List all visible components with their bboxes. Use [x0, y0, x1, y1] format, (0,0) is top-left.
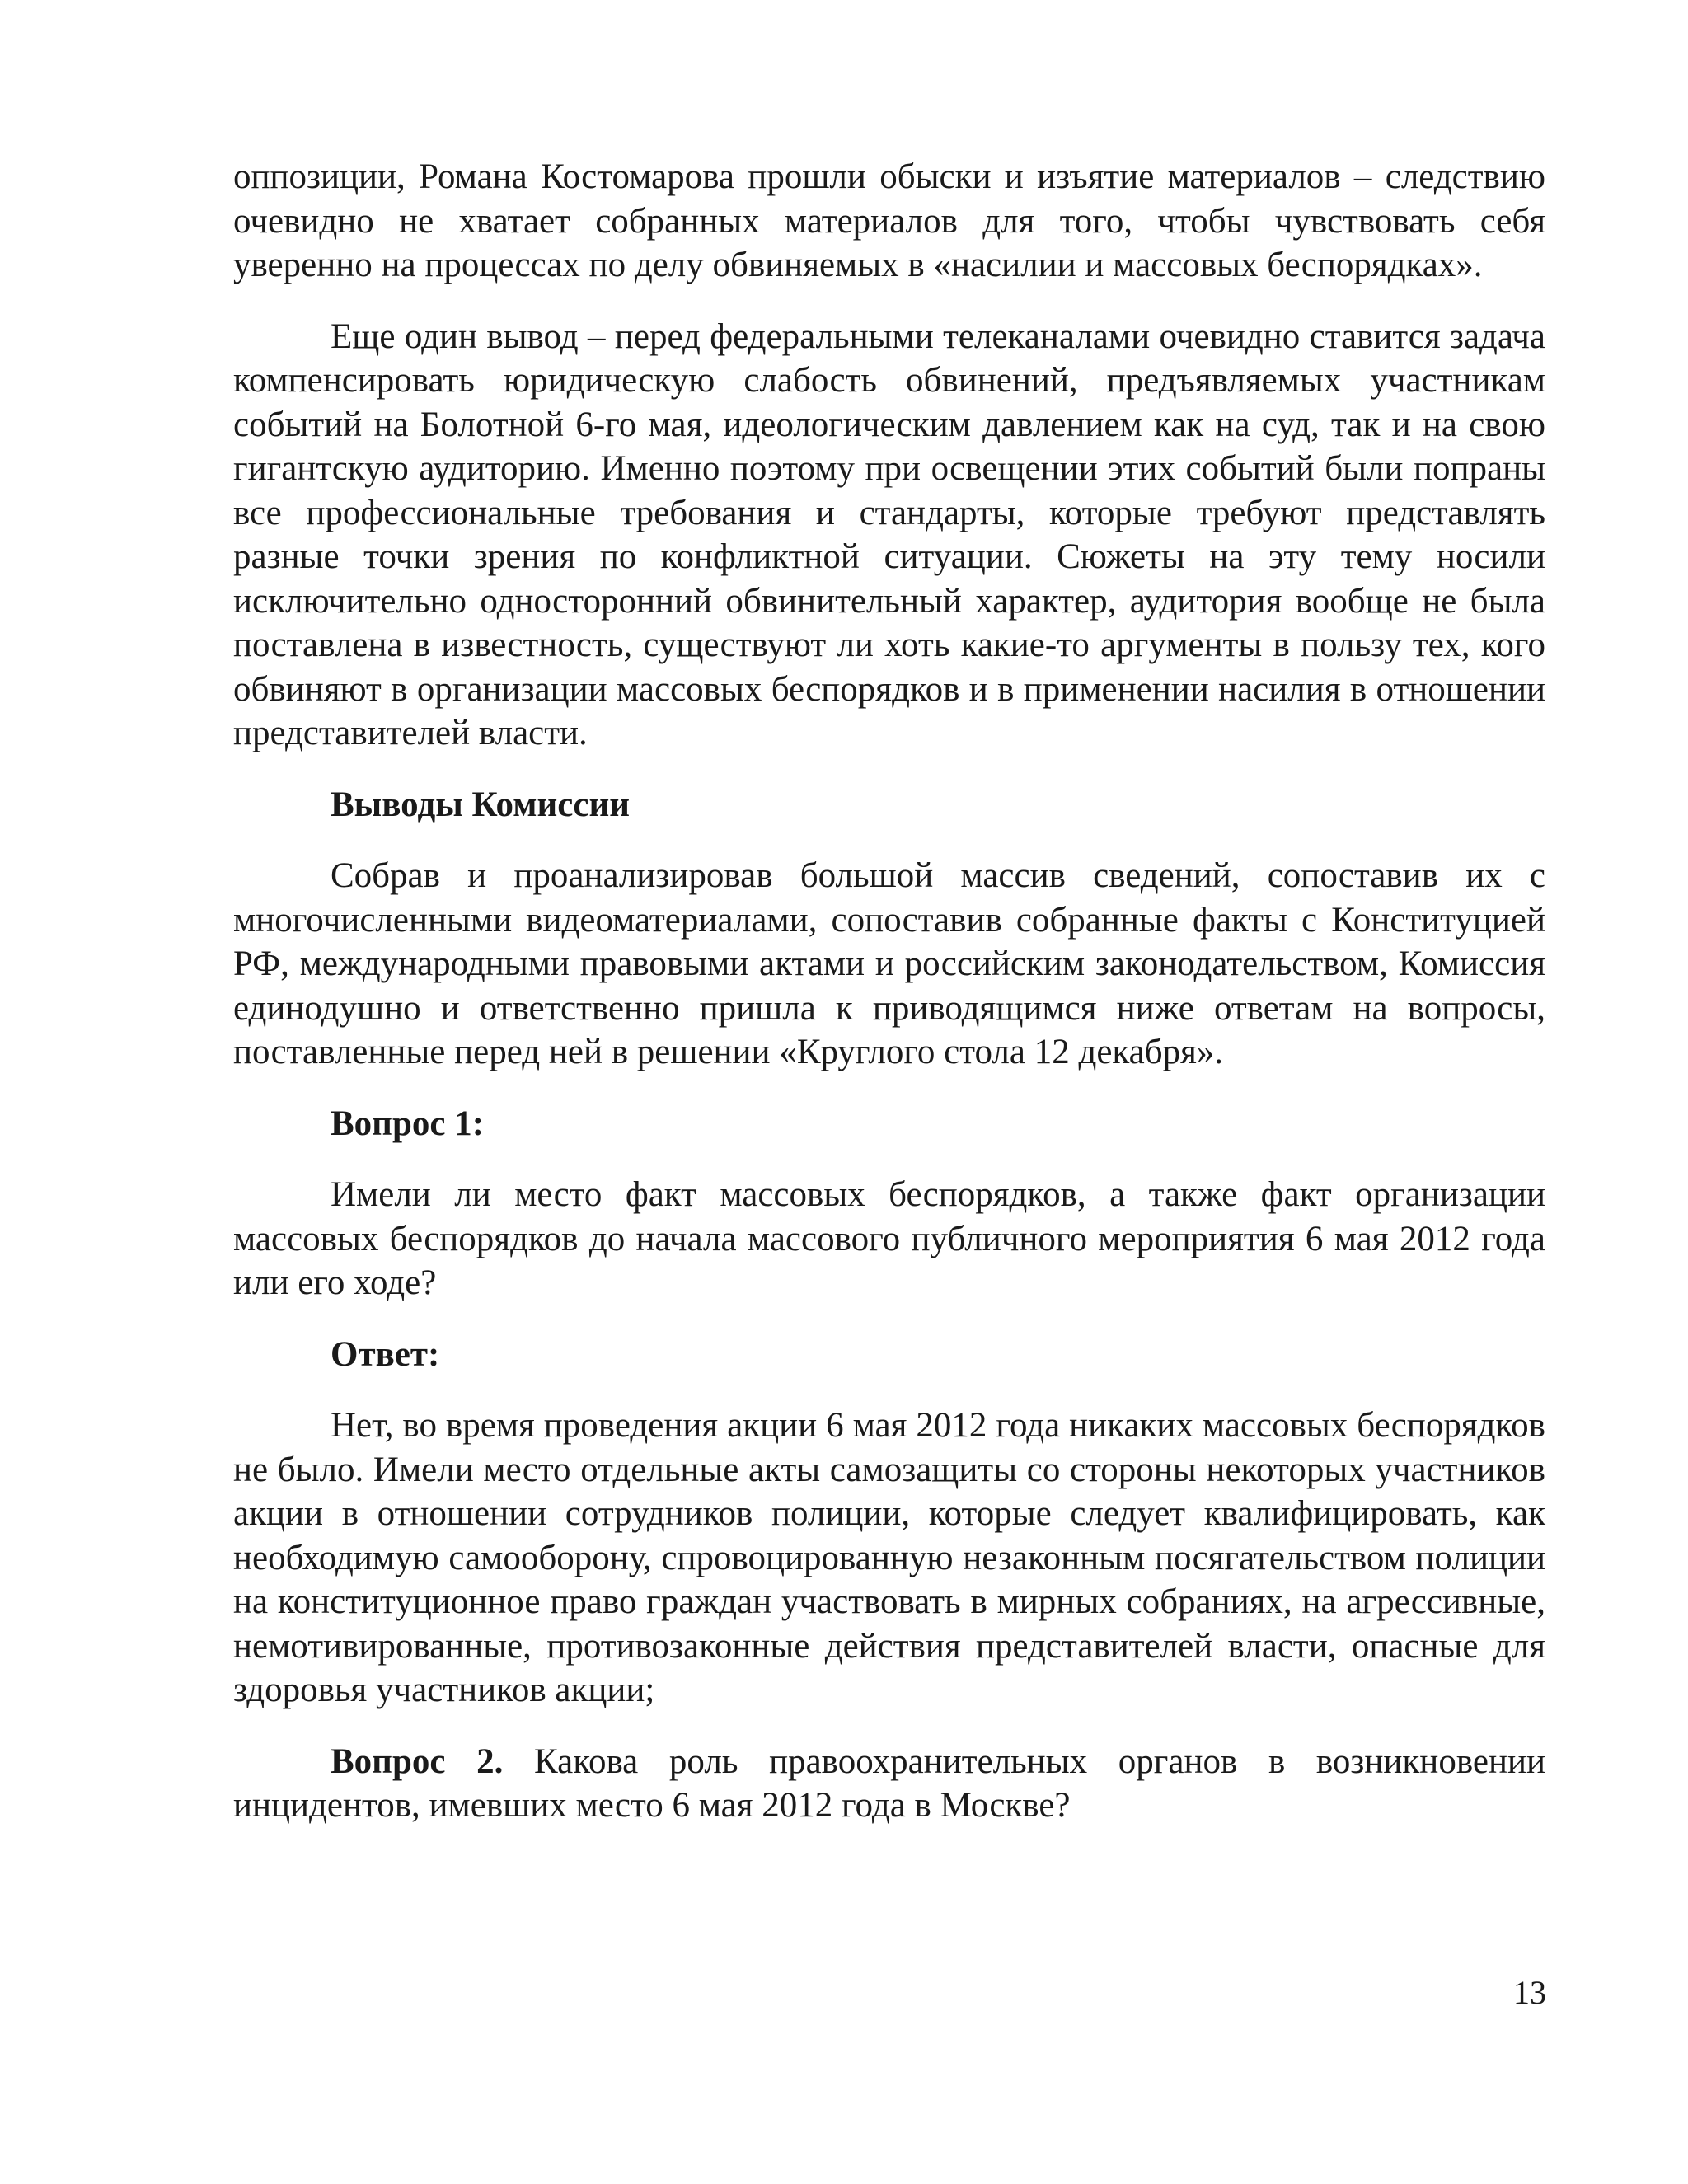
paragraph-commission-analysis: Собрав и проанализировав большой массив сведений, сопоставив их с многочисленными видеоматериалами, сопоставив собранные факты с Конституцией РФ, международными правовыми актами и российским законодательством, Комиссия единодушно и ответственно пришла к приводящимся ниже ответам на вопросы, поставленные перед ней в решении «Круглого стола 12 декабря».	[233, 856, 1545, 1071]
document-page	[233, 155, 1545, 1828]
question-2-label: Вопрос 2.	[331, 1741, 504, 1781]
heading-question-1: Вопрос 1:	[331, 1104, 485, 1143]
paragraph-answer-text: Нет, во время проведения акции 6 мая 2012 года никаких массовых беспорядков не было. Имели место отдельные акты самозащиты со стороны некоторых участников акции в отношении сотрудников полиции, которые следует квалифицировать, как необходимую самооборону, спровоцированную незаконным посягательством полиции на конституционное право граждан участвовать в мирных собраниях, на агрессивные, немотивированные, противозаконные действия представителей власти, опасные для здоровья участников акции;	[233, 1406, 1545, 1709]
paragraph-question-2	[233, 1740, 1545, 1828]
paragraph-federal-tv: Еще один вывод – перед федеральными телеканалами очевидно ставится задача компенсировать юридическую слабость обвинений, предъявляемых участникам событий на Болотной 6-го мая, идеологическим давлением как на суд, так и на свою гигантскую аудиторию. Именно поэтому при освещении этих событий были попраны все профессиональные требования и стандарты, которые требуют представлять разные точки зрения по конфликтной ситуации. Сюжеты на эту тему носили исключительно односторонний обвинительный характер, аудитория вообще не была поставлена в известность, существуют ли хоть какие-то аргументы в пользу тех, кого обвиняют в организации массовых беспорядков и в применении насилия в отношении представителей власти.	[233, 316, 1545, 752]
paragraph-opposition: оппозиции, Романа Костомарова прошли обыски и изъятие материалов – следствию очевидно не хватает собранных материалов для того, чтобы чувствовать себя уверенно на процессах по делу обвиняемых в «насилии и массовых беспорядках».	[233, 157, 1545, 284]
heading-answer: Ответ:	[331, 1334, 440, 1374]
paragraph-question-1-text: Имели ли место факт массовых беспорядков, а также факт организации массовых беспорядков до начала массового публичного мероприятия 6 мая 2012 года или его ходе?	[233, 1175, 1545, 1302]
heading-commission-conclusions: Выводы Комиссии	[331, 785, 631, 824]
question-2-text: Какова роль правоохранительных органов в возникновении инцидентов, имевших место 6 мая 2012 года в Москве?	[233, 1741, 1545, 1825]
page-number: 13	[1513, 1974, 1546, 2011]
